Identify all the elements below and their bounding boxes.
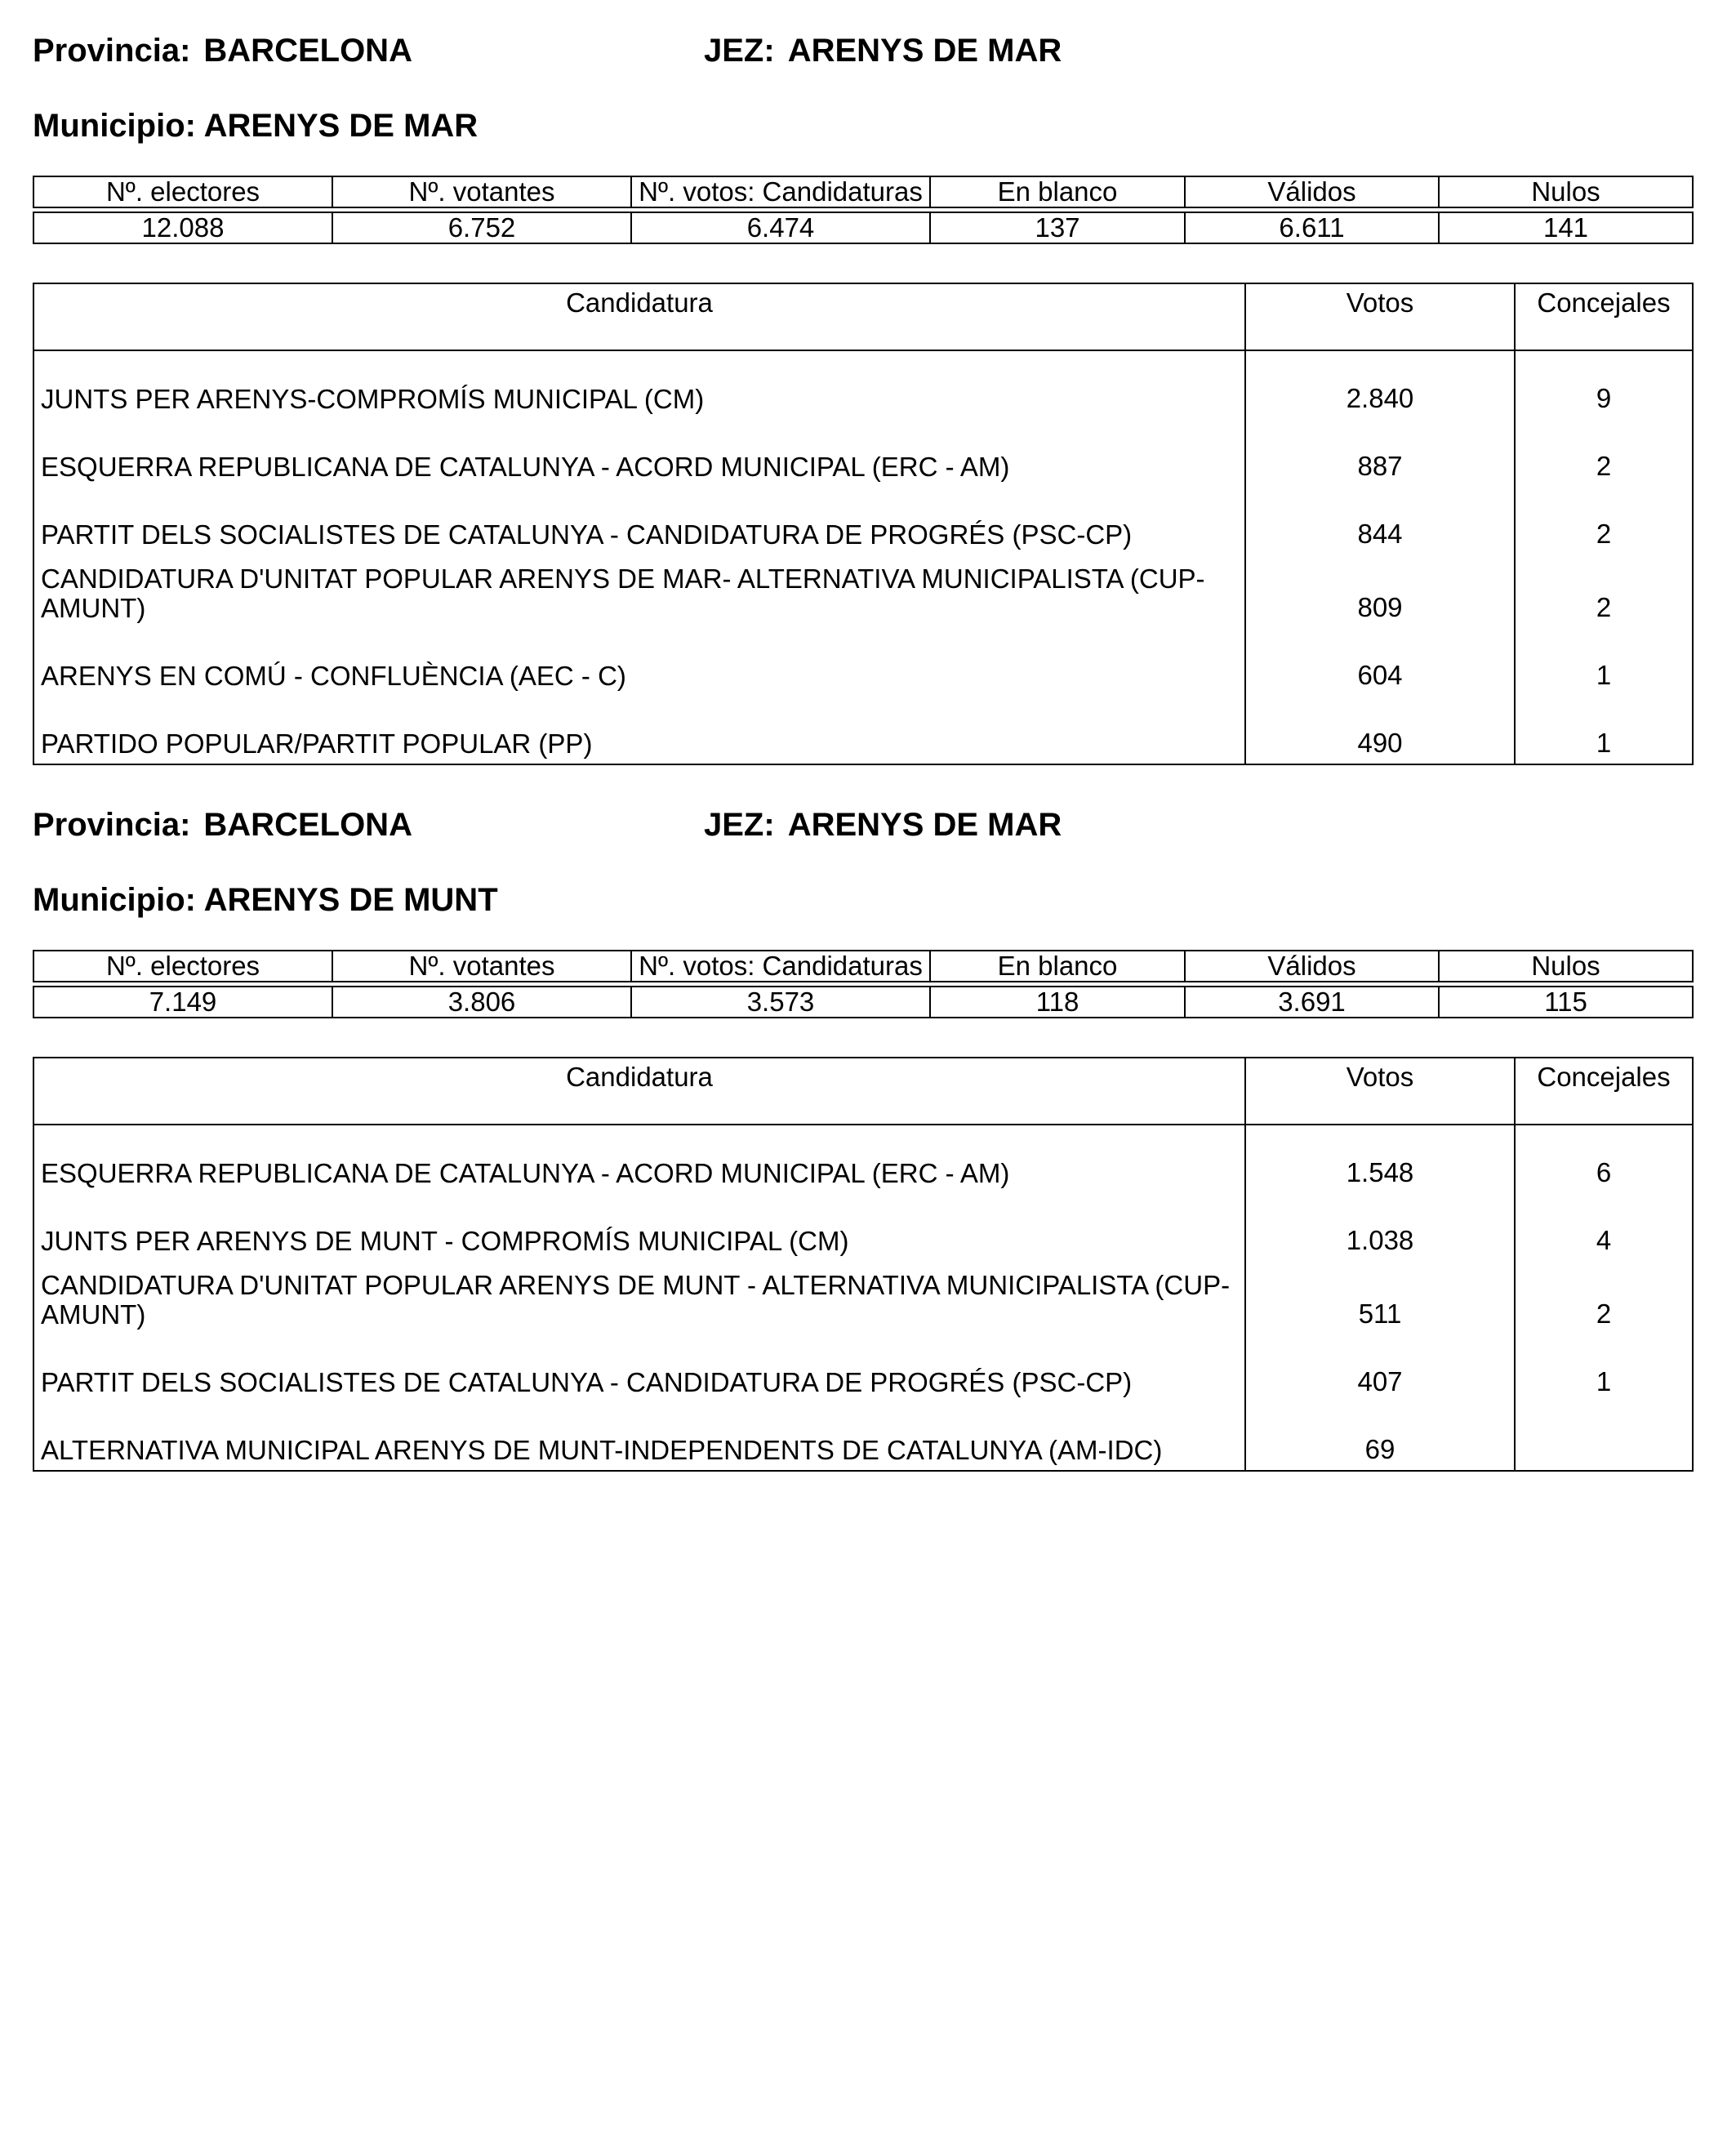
jez-heading: JEZ: ARENYS DE MAR <box>704 33 1062 69</box>
concejales-value: 1 <box>1596 728 1612 758</box>
concejales-value <box>1516 1402 1692 1470</box>
concejales-value: 4 <box>1596 1225 1612 1255</box>
votos-value: 887 <box>1357 451 1403 481</box>
concejales-value: 1 <box>1596 1366 1612 1396</box>
table-row <box>33 1261 1693 1334</box>
stats-header-cell: En blanco <box>930 176 1185 207</box>
stats-value-cell: 141 <box>1439 212 1693 243</box>
candidatura-name: ALTERNATIVA MUNICIPAL ARENYS DE MUNT-INDEPENDENTS DE CATALUNYA (AM-IDC) <box>41 1435 1163 1465</box>
concejales-value: 2 <box>1596 451 1612 481</box>
votos-value: 809 <box>1357 592 1403 622</box>
stats-value-cell: 3.573 <box>631 987 930 1018</box>
votos-value: 1.038 <box>1346 1225 1414 1255</box>
candidatura-name: PARTIDO POPULAR/PARTIT POPULAR (PP) <box>41 728 593 759</box>
votos-column-header: Votos <box>1245 283 1515 350</box>
candidatura-name: ESQUERRA REPUBLICANA DE CATALUNYA - ACORD MUNICIPAL (ERC - AM) <box>41 452 1010 482</box>
stats-table <box>33 950 1694 1018</box>
stats-header-row <box>33 176 1693 207</box>
candidatura-name: PARTIT DELS SOCIALISTES DE CATALUNYA - CANDIDATURA DE PROGRÉS (PSC-CP) <box>41 519 1133 550</box>
votos-value: 604 <box>1357 660 1403 690</box>
concejales-value: 1 <box>1596 660 1612 690</box>
candidatura-name: JUNTS PER ARENYS-COMPROMÍS MUNICIPAL (CM) <box>41 384 705 414</box>
candidaturas-table <box>33 283 1694 765</box>
votos-value: 844 <box>1357 519 1403 549</box>
stats-value-cell: 6.474 <box>631 212 930 243</box>
concejales-value: 2 <box>1596 1298 1612 1329</box>
candidatura-name: ARENYS EN COMÚ - CONFLUÈNCIA (AEC - C) <box>41 661 626 691</box>
stats-header-cell: Nº. votantes <box>332 951 631 982</box>
table-row <box>33 555 1693 628</box>
stats-header-cell: Nº. votantes <box>332 176 631 207</box>
stats-value-cell: 6.611 <box>1185 212 1439 243</box>
stats-header-cell: En blanco <box>930 951 1185 982</box>
stats-value-row <box>33 987 1693 1018</box>
votos-value: 1.548 <box>1346 1157 1414 1187</box>
candidaturas-header-row <box>33 1058 1693 1125</box>
municipio-heading: Municipio: ARENYS DE MAR <box>33 108 479 144</box>
stats-value-cell: 7.149 <box>33 987 332 1018</box>
results-section-2 <box>0 774 1736 1465</box>
stats-value-cell: 6.752 <box>332 212 631 243</box>
votos-value: 407 <box>1357 1366 1403 1396</box>
table-row <box>33 419 1693 487</box>
candidatura-name: CANDIDATURA D'UNITAT POPULAR ARENYS DE MUNT - ALTERNATIVA MUNICIPALISTA (CUP-AMUNT) <box>41 1270 1231 1330</box>
table-row <box>33 1193 1693 1261</box>
stats-value-cell: 137 <box>930 212 1185 243</box>
table-row <box>33 628 1693 696</box>
table-row <box>33 350 1693 419</box>
stats-header-cell: Nº. votos: Candidaturas <box>631 951 930 982</box>
stats-header-cell: Nº. electores <box>33 176 332 207</box>
jez-heading: JEZ: ARENYS DE MAR <box>704 807 1062 843</box>
stats-value-cell: 3.806 <box>332 987 631 1018</box>
stats-header-cell: Nº. votos: Candidaturas <box>631 176 930 207</box>
candidatura-name: CANDIDATURA D'UNITAT POPULAR ARENYS DE MAR- ALTERNATIVA MUNICIPALISTA (CUP-AMUNT) <box>41 564 1205 623</box>
candidaturas-table <box>33 1057 1694 1472</box>
results-section-1 <box>0 0 1736 759</box>
provincia-heading: Provincia: BARCELONA <box>33 807 412 843</box>
table-row <box>33 1334 1693 1402</box>
municipio-heading: Municipio: ARENYS DE MUNT <box>33 882 498 918</box>
concejales-column-header: Concejales <box>1515 283 1693 350</box>
stats-header-cell: Válidos <box>1185 951 1439 982</box>
stats-header-cell: Nulos <box>1439 951 1693 982</box>
votos-value: 511 <box>1358 1298 1402 1329</box>
candidatura-name: JUNTS PER ARENYS DE MUNT - COMPROMÍS MUNICIPAL (CM) <box>41 1226 849 1256</box>
votos-column-header: Votos <box>1245 1058 1515 1125</box>
table-row <box>33 1125 1693 1193</box>
provincia-heading: Provincia: BARCELONA <box>33 33 412 69</box>
candidatura-name: ESQUERRA REPUBLICANA DE CATALUNYA - ACORD MUNICIPAL (ERC - AM) <box>41 1158 1010 1188</box>
stats-value-cell: 12.088 <box>33 212 332 243</box>
table-row <box>33 487 1693 555</box>
votos-value: 490 <box>1357 728 1403 758</box>
concejales-value: 2 <box>1596 519 1612 549</box>
stats-header-cell: Nº. electores <box>33 951 332 982</box>
concejales-column-header: Concejales <box>1515 1058 1693 1125</box>
candidatura-column-header: Candidatura <box>33 283 1245 350</box>
votos-value: 2.840 <box>1346 383 1414 413</box>
stats-value-cell: 118 <box>930 987 1185 1018</box>
stats-value-cell: 3.691 <box>1185 987 1439 1018</box>
stats-header-cell: Válidos <box>1185 176 1439 207</box>
stats-header-cell: Nulos <box>1439 176 1693 207</box>
candidatura-name: PARTIT DELS SOCIALISTES DE CATALUNYA - CANDIDATURA DE PROGRÉS (PSC-CP) <box>41 1367 1133 1397</box>
table-row <box>33 696 1693 764</box>
concejales-value: 9 <box>1596 383 1612 413</box>
votos-value: 69 <box>1364 1434 1395 1464</box>
concejales-value: 2 <box>1596 592 1612 622</box>
stats-value-cell: 115 <box>1439 987 1693 1018</box>
table-row <box>33 1402 1693 1471</box>
stats-header-row <box>33 951 1693 982</box>
candidatura-column-header: Candidatura <box>33 1058 1245 1125</box>
stats-value-row <box>33 212 1693 243</box>
stats-table <box>33 176 1694 244</box>
concejales-value: 6 <box>1596 1157 1612 1187</box>
candidaturas-header-row <box>33 283 1693 350</box>
